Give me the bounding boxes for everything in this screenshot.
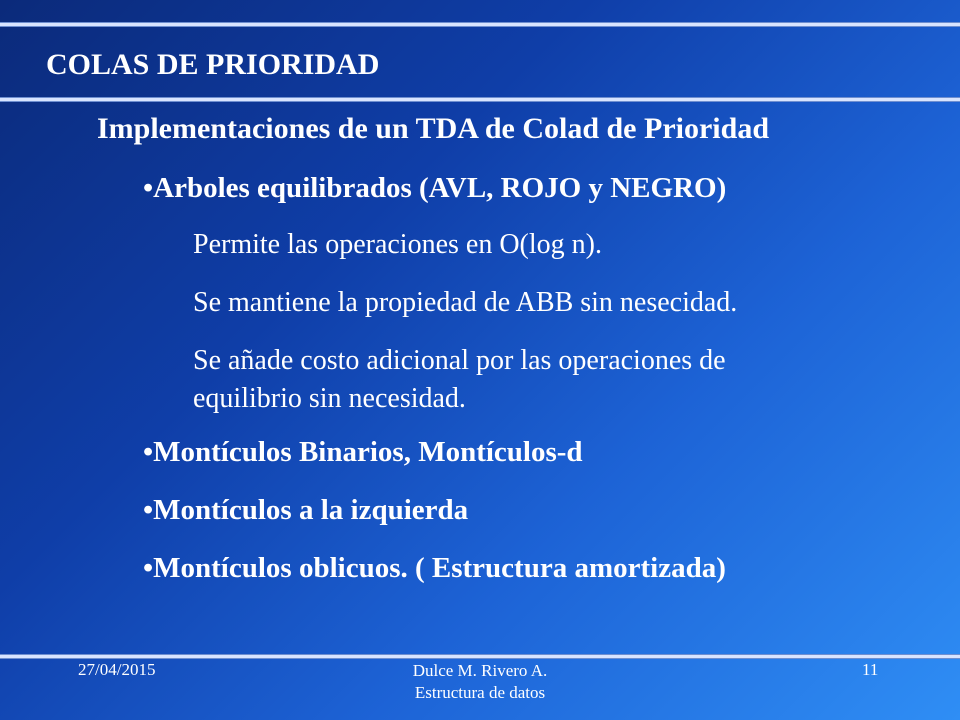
sub-item-propiedad: Se mantiene la propiedad de ABB sin nesecidad. bbox=[193, 287, 738, 318]
bullet-oblicuos: •Montículos oblicuos. ( Estructura amortizada) bbox=[143, 552, 726, 584]
slide-title: COLAS DE PRIORIDAD bbox=[46, 48, 380, 81]
footer-page-number: 11 bbox=[862, 660, 879, 679]
footer-author: Dulce M. Rivero A. bbox=[412, 661, 548, 680]
footer-author-block bbox=[380, 660, 580, 704]
sub-item-costo: Se añade costo adicional por las operaciones de equilibrio sin necesidad. bbox=[193, 345, 726, 414]
bullet-binarios: •Montículos Binarios, Montículos-d bbox=[143, 436, 583, 468]
footer-divider bbox=[0, 654, 960, 659]
footer-course: Estructura de datos bbox=[414, 683, 546, 702]
bullet-izquierda: •Montículos a la izquierda bbox=[143, 494, 469, 526]
sub-item-operaciones: Permite las operaciones en O(log n). bbox=[193, 229, 602, 260]
footer-date: 27/04/2015 bbox=[78, 660, 156, 679]
top-divider bbox=[0, 22, 960, 27]
slide-subtitle: Implementaciones de un TDA de Colad de Prioridad bbox=[97, 112, 769, 145]
header-divider bbox=[0, 97, 960, 102]
bullet-arboles: •Arboles equilibrados (AVL, ROJO y NEGRO) bbox=[143, 172, 727, 204]
